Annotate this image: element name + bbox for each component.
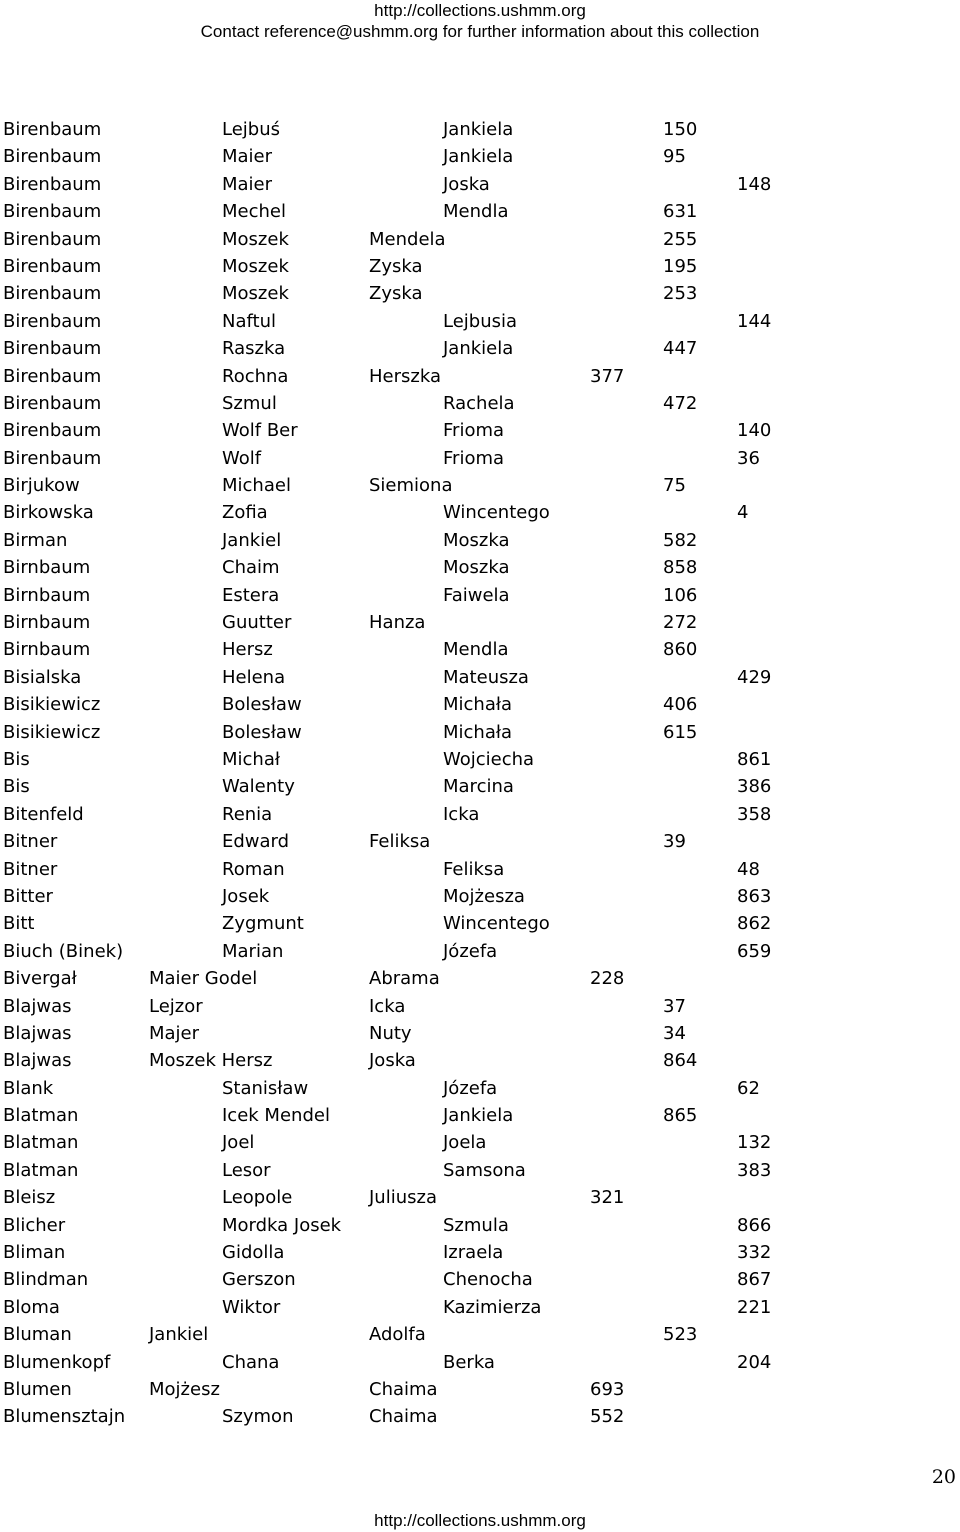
surname: Birenbaum (3, 146, 102, 168)
parent-name: Feliksa (369, 831, 431, 853)
surname: Birnbaum (3, 584, 91, 606)
surname: Birenbaum (3, 392, 102, 414)
table-row (0, 856, 960, 883)
first-name: Joel (222, 1132, 255, 1154)
table-row (0, 1376, 960, 1403)
table-row (0, 993, 960, 1020)
table-row (0, 636, 960, 663)
table-row (0, 828, 960, 855)
surname: Bleisz (3, 1187, 56, 1209)
table-row (0, 417, 960, 444)
surname: Bliman (3, 1242, 66, 1264)
table-row (0, 1129, 960, 1156)
first-name: Mojżesz (149, 1378, 220, 1400)
table-row (0, 746, 960, 773)
record-number: 860 (663, 639, 698, 661)
record-number: 144 (737, 310, 772, 332)
table-row (0, 280, 960, 307)
record-number: 321 (590, 1187, 625, 1209)
first-name: Estera (222, 584, 280, 606)
parent-name: Józefa (443, 940, 498, 962)
first-name: Wolf Ber (222, 420, 298, 442)
table-row (0, 883, 960, 910)
surname: Blajwas (3, 1050, 72, 1072)
surname: Birkowska (3, 502, 94, 524)
first-name: Moszek (222, 255, 289, 277)
table-row (0, 499, 960, 526)
table-row (0, 226, 960, 253)
record-number: 37 (663, 995, 686, 1017)
first-name: Zofia (222, 502, 268, 524)
header-contact: Contact reference@ushmm.org for further information about this collection (200, 22, 760, 41)
surname: Birnbaum (3, 639, 91, 661)
parent-name: Icka (369, 995, 406, 1017)
first-name: Maier Godel (149, 968, 258, 990)
record-number: 36 (737, 447, 760, 469)
table-row (0, 527, 960, 554)
parent-name: Abrama (369, 968, 440, 990)
parent-name: Rachela (443, 392, 515, 414)
record-number: 228 (590, 968, 625, 990)
table-row (0, 1212, 960, 1239)
table-row (0, 171, 960, 198)
surname: Bitner (3, 858, 58, 880)
first-name: Rochna (222, 365, 289, 387)
surname: Bivergał (3, 968, 77, 990)
record-number: 472 (663, 392, 698, 414)
record-number: 39 (663, 831, 686, 853)
parent-name: Juliusza (369, 1187, 437, 1209)
first-name: Michał (222, 748, 280, 770)
surname: Birenbaum (3, 447, 102, 469)
parent-name: Mendela (369, 228, 446, 250)
record-number: 62 (737, 1077, 760, 1099)
first-name: Mechel (222, 201, 286, 223)
first-name: Moszek Hersz (149, 1050, 273, 1072)
parent-name: Marcina (443, 776, 514, 798)
parent-name: Moszka (443, 529, 510, 551)
surname: Birenbaum (3, 420, 102, 442)
surname: Bitt (3, 913, 35, 935)
parent-name: Mojżesza (443, 885, 525, 907)
record-number: 386 (737, 776, 772, 798)
parent-name: Szmula (443, 1214, 509, 1236)
first-name: Bolesław (222, 721, 302, 743)
parent-name: Chaima (369, 1378, 438, 1400)
surname: Blindman (3, 1269, 89, 1291)
parent-name: Jankiela (443, 338, 514, 360)
record-number: 383 (737, 1159, 772, 1181)
first-name: Icek Mendel (222, 1105, 330, 1127)
table-row (0, 691, 960, 718)
first-name: Moszek (222, 283, 289, 305)
surname: Blajwas (3, 995, 72, 1017)
parent-name: Chaima (369, 1406, 438, 1428)
table-row (0, 363, 960, 390)
page-number: 20 (931, 1466, 956, 1488)
table-row (0, 773, 960, 800)
first-name: Helena (222, 666, 286, 688)
parent-name: Feliksa (443, 858, 505, 880)
record-number: 148 (737, 173, 772, 195)
first-name: Maier (222, 173, 273, 195)
surname: Bisikiewicz (3, 694, 101, 716)
parent-name: Lejbusia (443, 310, 518, 332)
surname: Birenbaum (3, 310, 102, 332)
surname: Blumen (3, 1378, 72, 1400)
parent-name: Faiwela (443, 584, 510, 606)
first-name: Wiktor (222, 1296, 281, 1318)
surname: Bitenfeld (3, 803, 84, 825)
surname: Biuch (Binek) (3, 940, 124, 962)
parent-name: Moszka (443, 557, 510, 579)
table-row (0, 1102, 960, 1129)
first-name: Zygmunt (222, 913, 304, 935)
record-number: 865 (663, 1105, 698, 1127)
surname: Blank (3, 1077, 54, 1099)
record-number: 95 (663, 146, 686, 168)
record-number: 615 (663, 721, 698, 743)
first-name: Lejzor (149, 995, 203, 1017)
surname: Bisikiewicz (3, 721, 101, 743)
parent-name: Zyska (369, 255, 423, 277)
first-name: Szymon (222, 1406, 294, 1428)
surname: Blatman (3, 1105, 79, 1127)
surname: Birjukow (3, 475, 80, 497)
table-row (0, 1020, 960, 1047)
surname: Birenbaum (3, 338, 102, 360)
surname: Bisialska (3, 666, 82, 688)
surname: Bitner (3, 831, 58, 853)
first-name: Roman (222, 858, 285, 880)
table-row (0, 910, 960, 937)
first-name: Szmul (222, 392, 277, 414)
parent-name: Wincentego (443, 913, 550, 935)
parent-name: Samsona (443, 1159, 526, 1181)
record-number: 406 (663, 694, 698, 716)
first-name: Walenty (222, 776, 295, 798)
table-row (0, 472, 960, 499)
parent-name: Kazimierza (443, 1296, 542, 1318)
table-row (0, 1047, 960, 1074)
table-row (0, 1349, 960, 1376)
first-name: Bolesław (222, 694, 302, 716)
record-number: 864 (663, 1050, 698, 1072)
first-name: Edward (222, 831, 290, 853)
table-row (0, 554, 960, 581)
parent-name: Berka (443, 1351, 495, 1373)
table-row (0, 1266, 960, 1293)
first-name: Michael (222, 475, 291, 497)
first-name: Lesor (222, 1159, 271, 1181)
first-name: Chana (222, 1351, 280, 1373)
table-row (0, 1294, 960, 1321)
table-row (0, 1321, 960, 1348)
table-row (0, 582, 960, 609)
parent-name: Mateusza (443, 666, 529, 688)
record-number: 659 (737, 940, 772, 962)
record-number: 447 (663, 338, 698, 360)
surname: Blatman (3, 1132, 79, 1154)
first-name: Hersz (222, 639, 273, 661)
first-name: Josek (222, 885, 270, 907)
first-name: Raszka (222, 338, 286, 360)
first-name: Jankiel (222, 529, 282, 551)
record-number: 272 (663, 612, 698, 634)
record-number: 863 (737, 885, 772, 907)
record-number: 861 (737, 748, 772, 770)
table-row (0, 938, 960, 965)
first-name: Marian (222, 940, 284, 962)
parent-name: Joska (369, 1050, 416, 1072)
surname: Birnbaum (3, 612, 91, 634)
parent-name: Nuty (369, 1022, 412, 1044)
record-number: 255 (663, 228, 698, 250)
record-number: 523 (663, 1324, 698, 1346)
record-number: 377 (590, 365, 625, 387)
record-number: 631 (663, 201, 698, 223)
record-number: 34 (663, 1022, 686, 1044)
surname: Birenbaum (3, 201, 102, 223)
first-name: Mordka Josek (222, 1214, 342, 1236)
table-row (0, 390, 960, 417)
record-number: 866 (737, 1214, 772, 1236)
record-number: 140 (737, 420, 772, 442)
table-row (0, 1157, 960, 1184)
parent-name: Jankiela (443, 119, 514, 140)
record-number: 429 (737, 666, 772, 688)
first-name: Chaim (222, 557, 280, 579)
table-row (0, 1184, 960, 1211)
first-name: Naftul (222, 310, 276, 332)
parent-name: Joela (443, 1132, 487, 1154)
parent-name: Jankiela (443, 146, 514, 168)
table-row (0, 719, 960, 746)
surname: Bloma (3, 1296, 60, 1318)
surname: Birenbaum (3, 283, 102, 305)
surname: Blumenkopf (3, 1351, 111, 1373)
record-number: 867 (737, 1269, 772, 1291)
surname: Birenbaum (3, 255, 102, 277)
parent-name: Hanza (369, 612, 426, 634)
first-name: Moszek (222, 228, 289, 250)
table-row (0, 198, 960, 225)
record-number: 332 (737, 1242, 772, 1264)
table-row (0, 335, 960, 362)
record-number: 358 (737, 803, 772, 825)
record-number: 106 (663, 584, 698, 606)
parent-name: Jankiela (443, 1105, 514, 1127)
parent-name: Mendla (443, 201, 509, 223)
first-name: Stanisław (222, 1077, 309, 1099)
parent-name: Zyska (369, 283, 423, 305)
surname: Blumensztajn (3, 1406, 126, 1428)
surname: Blatman (3, 1159, 79, 1181)
record-number: 858 (663, 557, 698, 579)
table-row (0, 801, 960, 828)
parent-name: Józefa (443, 1077, 498, 1099)
record-number: 150 (663, 119, 698, 140)
first-name: Gerszon (222, 1269, 296, 1291)
parent-name: Herszka (369, 365, 441, 387)
record-number: 862 (737, 913, 772, 935)
first-name: Gidolla (222, 1242, 285, 1264)
parent-name: Chenocha (443, 1269, 533, 1291)
surname: Birenbaum (3, 119, 102, 140)
table-row (0, 609, 960, 636)
table-row (0, 116, 960, 143)
first-name: Leopole (222, 1187, 293, 1209)
record-number: 582 (663, 529, 698, 551)
table-row (0, 1403, 960, 1430)
first-name: Guutter (222, 612, 292, 634)
record-number: 132 (737, 1132, 772, 1154)
parent-name: Wincentego (443, 502, 550, 524)
table-row (0, 143, 960, 170)
table-row (0, 1239, 960, 1266)
record-number: 693 (590, 1378, 625, 1400)
parent-name: Wojciecha (443, 748, 535, 770)
parent-name: Siemiona (369, 475, 453, 497)
parent-name: Frioma (443, 420, 505, 442)
parent-name: Mendla (443, 639, 509, 661)
surname: Birman (3, 529, 68, 551)
record-number: 253 (663, 283, 698, 305)
table-row (0, 664, 960, 691)
name-list (0, 116, 960, 1431)
parent-name: Izraela (443, 1242, 504, 1264)
parent-name: Adolfa (369, 1324, 426, 1346)
surname: Birenbaum (3, 173, 102, 195)
record-number: 48 (737, 858, 760, 880)
first-name: Lejbuś (222, 119, 280, 140)
table-row (0, 253, 960, 280)
record-number: 75 (663, 475, 686, 497)
parent-name: Michała (443, 694, 513, 716)
surname: Birenbaum (3, 365, 102, 387)
parent-name: Icka (443, 803, 480, 825)
surname: Bis (3, 776, 30, 798)
surname: Birenbaum (3, 228, 102, 250)
surname: Bitter (3, 885, 53, 907)
first-name: Majer (149, 1022, 200, 1044)
first-name: Wolf (222, 447, 262, 469)
table-row (0, 445, 960, 472)
parent-name: Frioma (443, 447, 505, 469)
record-number: 552 (590, 1406, 625, 1428)
surname: Bluman (3, 1324, 72, 1346)
header-url: http://collections.ushmm.org (374, 1, 586, 20)
record-number: 195 (663, 255, 698, 277)
parent-name: Michała (443, 721, 513, 743)
record-number: 4 (737, 502, 749, 524)
first-name: Jankiel (149, 1324, 209, 1346)
surname: Bis (3, 748, 30, 770)
table-row (0, 1075, 960, 1102)
table-row (0, 308, 960, 335)
record-number: 221 (737, 1296, 772, 1318)
surname: Birnbaum (3, 557, 91, 579)
surname: Blajwas (3, 1022, 72, 1044)
first-name: Maier (222, 146, 273, 168)
record-number: 204 (737, 1351, 772, 1373)
first-name: Renia (222, 803, 273, 825)
footer-url: http://collections.ushmm.org (374, 1511, 586, 1530)
table-row (0, 965, 960, 992)
parent-name: Joska (443, 173, 490, 195)
surname: Blicher (3, 1214, 66, 1236)
